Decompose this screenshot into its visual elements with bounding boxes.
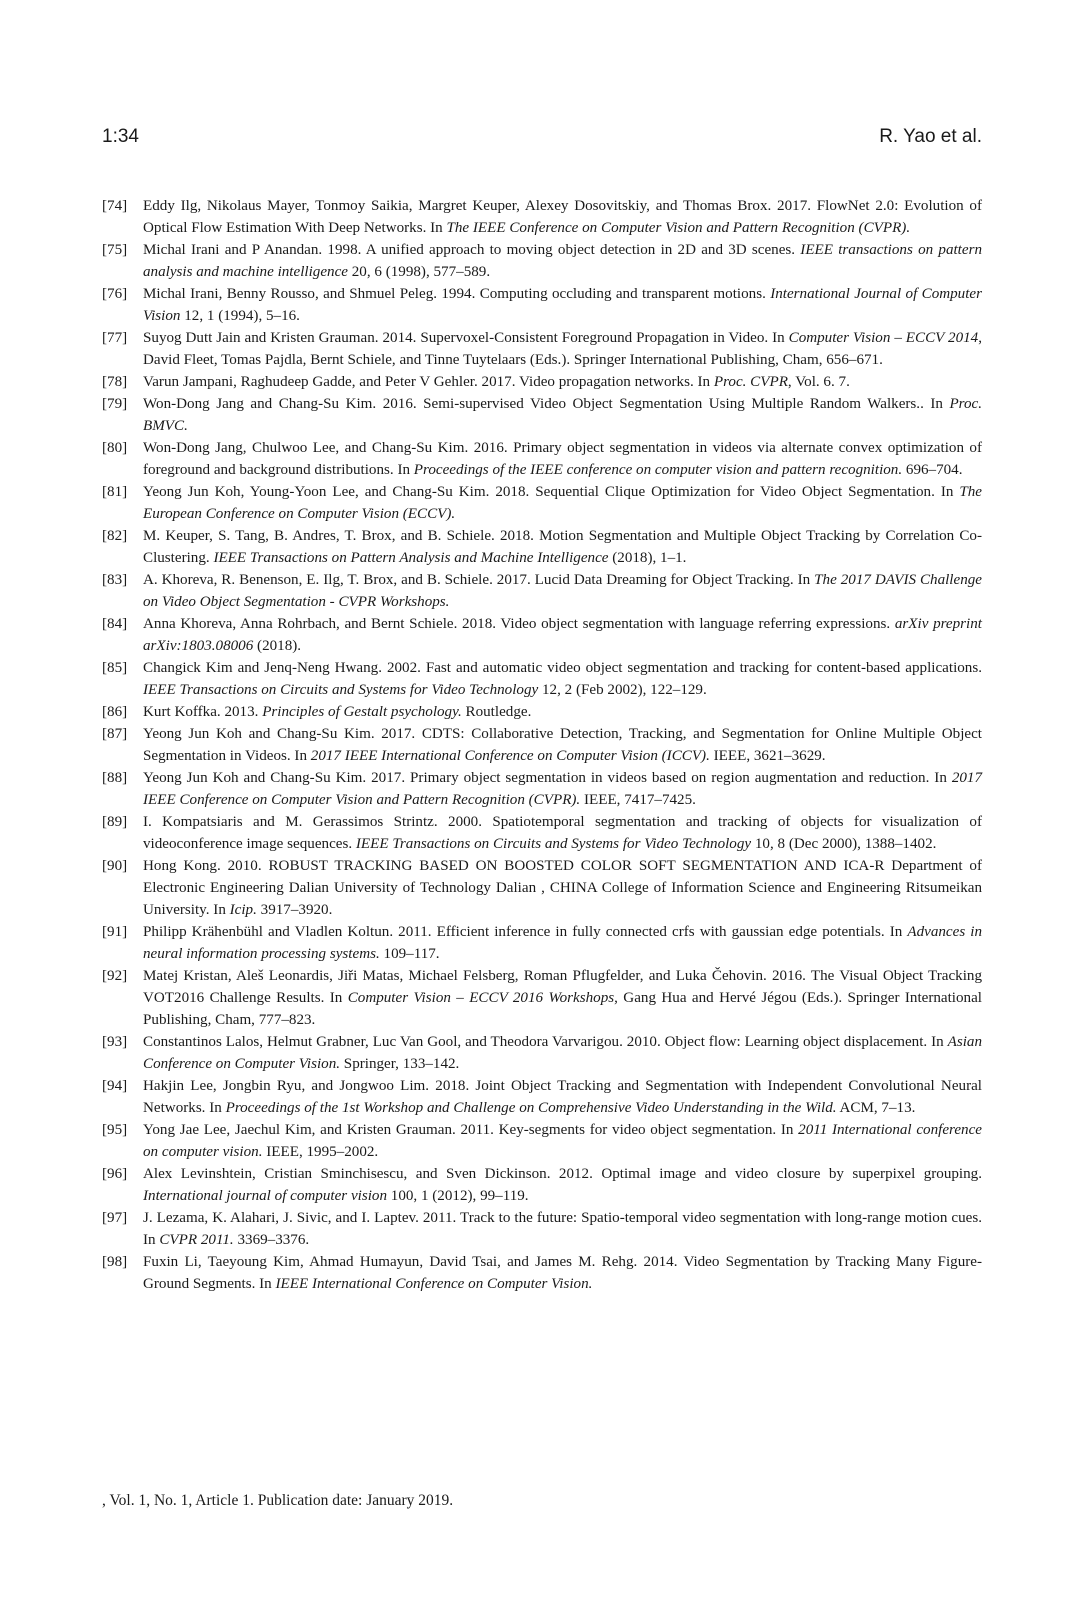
reference-text: Hong Kong. 2010. ROBUST TRACKING BASED ON BOOSTED COLOR SOFT SEGMENTATION AND ICA-R Department of Electronic Engineering Dalian University of Technology Dalian , CHINA College of Information Science and Engineering Ritsumeikan University. In (143, 858, 982, 918)
reference-venue: arXiv preprint arXiv:1803.08006 (143, 616, 982, 654)
reference-entry (102, 393, 982, 437)
reference-text: IEEE, 3621–3629. (709, 748, 826, 764)
reference-text: (2018), 1–1. (608, 550, 687, 566)
reference-text: Philipp Krähenbühl and Vladlen Koltun. 2011. Efficient inference in fully connected crfs with gaussian edge potentials. In (143, 924, 908, 940)
reference-text: 10, 8 (Dec 2000), 1388–1402. (751, 836, 937, 852)
reference-venue: 2017 IEEE Conference on Computer Vision and Pattern Recognition (CVPR). (143, 770, 982, 808)
reference-venue: Computer Vision – ECCV 2014 (788, 330, 979, 346)
reference-text: Routledge. (461, 704, 532, 720)
reference-text: (2018). (253, 638, 302, 654)
running-authors: R. Yao et al. (879, 126, 982, 147)
reference-entry (102, 195, 982, 239)
reference-text: Yeong Jun Koh and Chang-Su Kim. 2017. CDTS: Collaborative Detection, Tracking, and Segmentation for Online Multiple Object Segmentation in Videos. In (143, 726, 982, 764)
reference-text: Won-Dong Jang, Chulwoo Lee, and Chang-Su Kim. 2016. Primary object segmentation in videos via alternate convex optimization of foreground and background distributions. In (143, 440, 982, 478)
reference-text: Michal Irani, Benny Rousso, and Shmuel Peleg. 1994. Computing occluding and transparent motions. (143, 286, 771, 302)
reference-text: Changick Kim and Jenq-Neng Hwang. 2002. Fast and automatic video object segmentation and tracking for content-based applications. (143, 660, 982, 676)
reference-number: [75] (102, 242, 128, 258)
reference-entry (102, 1163, 982, 1207)
reference-number: [82] (102, 528, 128, 544)
reference-text: ACM, 7–13. (836, 1100, 916, 1116)
reference-number: [97] (102, 1210, 128, 1226)
reference-entry (102, 569, 982, 613)
reference-text: 100, 1 (2012), 99–119. (387, 1188, 529, 1204)
reference-text: IEEE, 7417–7425. (580, 792, 696, 808)
reference-text: , Gang Hua and Hervé Jégou (Eds.). Springer International Publishing, Cham, 777–823. (143, 990, 982, 1028)
reference-venue: CVPR 2011. (159, 1232, 234, 1248)
reference-venue: The European Conference on Computer Vision (ECCV). (143, 484, 982, 522)
reference-number: [92] (102, 968, 128, 984)
reference-venue: IEEE Transactions on Circuits and Systems for Video Technology (355, 836, 752, 852)
reference-text: 3369–3376. (233, 1232, 310, 1248)
reference-venue: Computer Vision – ECCV 2016 Workshops (347, 990, 615, 1006)
reference-venue: Proc. CVPR (713, 374, 788, 390)
reference-number: [91] (102, 924, 128, 940)
reference-venue: 2011 International conference on computer vision. (143, 1122, 982, 1160)
reference-text: Yeong Jun Koh, Young-Yoon Lee, and Chang-Su Kim. 2018. Sequential Clique Optimization for Video Object Segmentation. In (143, 484, 960, 500)
reference-venue: 2017 IEEE International Conference on Computer Vision (ICCV). (310, 748, 710, 764)
reference-venue: The 2017 DAVIS Challenge on Video Object Segmentation - CVPR Workshops. (143, 572, 982, 610)
reference-entry (102, 239, 982, 283)
reference-number: [84] (102, 616, 128, 632)
reference-number: [80] (102, 440, 128, 456)
reference-venue: Icip. (229, 902, 257, 918)
running-header (102, 126, 982, 160)
reference-text: Won-Dong Jang and Chang-Su Kim. 2016. Semi-supervised Video Object Segmentation Using Multiple Random Walkers.. In (143, 396, 950, 412)
reference-entry (102, 613, 982, 657)
reference-text: Hakjin Lee, Jongbin Ryu, and Jongwoo Lim. 2018. Joint Object Tracking and Segmentation with Independent Convolutional Neural Networks. In (143, 1078, 982, 1116)
reference-number: [76] (102, 286, 128, 302)
reference-text: Constantinos Lalos, Helmut Grabner, Luc Van Gool, and Theodora Varvarigou. 2010. Object flow: Learning object displacement. In (143, 1034, 948, 1050)
reference-entry (102, 701, 982, 723)
reference-venue: International journal of computer vision (143, 1188, 387, 1204)
reference-text: 696–704. (902, 462, 963, 478)
reference-text: , Vol. 6. 7. (787, 374, 850, 390)
reference-entry (102, 481, 982, 525)
reference-number: [77] (102, 330, 128, 346)
reference-entry (102, 437, 982, 481)
reference-number: [98] (102, 1254, 128, 1270)
reference-text: 12, 2 (Feb 2002), 122–129. (538, 682, 707, 698)
reference-text: Matej Kristan, Aleš Leonardis, Jiři Matas, Michael Felsberg, Roman Pflugfelder, and Luka Čehovin. 2016. The Visual Object Tracking VOT2016 Challenge Results. In (143, 968, 982, 1006)
reference-venue: Principles of Gestalt psychology. (262, 704, 462, 720)
reference-venue: IEEE transactions on pattern analysis and machine intelligence (143, 242, 982, 280)
reference-entry (102, 723, 982, 767)
reference-number: [93] (102, 1034, 128, 1050)
reference-text: Anna Khoreva, Anna Rohrbach, and Bernt Schiele. 2018. Video object segmentation with language referring expressions. (143, 616, 895, 632)
reference-venue: International Journal of Computer Vision (143, 286, 982, 324)
reference-text: A. Khoreva, R. Benenson, E. Ilg, T. Brox, and B. Schiele. 2017. Lucid Data Dreaming for Object Tracking. In (143, 572, 815, 588)
reference-entry (102, 811, 982, 855)
reference-text: Suyog Dutt Jain and Kristen Grauman. 2014. Supervoxel-Consistent Foreground Propagation in Video. In (143, 330, 789, 346)
reference-venue: The IEEE Conference on Computer Vision and Pattern Recognition (CVPR). (446, 220, 911, 236)
reference-number: [86] (102, 704, 128, 720)
reference-list (102, 195, 982, 1295)
reference-text: Springer, 133–142. (340, 1056, 460, 1072)
reference-venue: Asian Conference on Computer Vision. (143, 1034, 982, 1072)
reference-entry (102, 965, 982, 1031)
reference-number: [87] (102, 726, 128, 742)
reference-text: M. Keuper, S. Tang, B. Andres, T. Brox, and B. Schiele. 2018. Motion Segmentation and Multiple Object Tracking by Correlation Co-Clustering. (143, 528, 982, 566)
reference-entry (102, 1075, 982, 1119)
reference-number: [85] (102, 660, 128, 676)
reference-number: [94] (102, 1078, 128, 1094)
reference-text: 12, 1 (1994), 5–16. (180, 308, 300, 324)
reference-text: Yong Jae Lee, Jaechul Kim, and Kristen Grauman. 2011. Key-segments for video object segmentation. In (143, 1122, 799, 1138)
reference-number: [81] (102, 484, 128, 500)
reference-venue: Proc. BMVC. (143, 396, 982, 434)
reference-text: Fuxin Li, Taeyoung Kim, Ahmad Humayun, David Tsai, and James M. Rehg. 2014. Video Segmentation by Tracking Many Figure-Ground Segments. In (143, 1254, 982, 1292)
reference-entry (102, 371, 982, 393)
reference-text: IEEE, 1995–2002. (262, 1144, 379, 1160)
reference-entry (102, 525, 982, 569)
reference-text: Michal Irani and P Anandan. 1998. A unified approach to moving object detection in 2D and 3D scenes. (143, 242, 801, 258)
reference-entry (102, 1207, 982, 1251)
reference-entry (102, 767, 982, 811)
reference-text: Eddy Ilg, Nikolaus Mayer, Tonmoy Saikia, Margret Keuper, Alexey Dosovitskiy, and Thomas Brox. 2017. FlowNet 2.0: Evolution of Optical Flow Estimation With Deep Networks. In (143, 198, 982, 236)
reference-entry (102, 327, 982, 371)
reference-text: 20, 6 (1998), 577–589. (347, 264, 491, 280)
reference-text: Yeong Jun Koh and Chang-Su Kim. 2017. Primary object segmentation in videos based on region augmentation and reduction. In (143, 770, 952, 786)
page-number: 1:34 (102, 126, 139, 147)
reference-text: I. Kompatsiaris and M. Gerassimos Strintz. 2000. Spatiotemporal segmentation and tracking of objects for visualization of videoconference image sequences. (143, 814, 982, 852)
publication-footer: , Vol. 1, No. 1, Article 1. Publication date: January 2019. (102, 1492, 454, 1509)
reference-number: [78] (102, 374, 128, 390)
reference-venue: IEEE Transactions on Pattern Analysis and Machine Intelligence (213, 550, 609, 566)
reference-venue: Proceedings of the 1st Workshop and Challenge on Comprehensive Video Understanding in the Wild. (225, 1100, 837, 1116)
reference-number: [74] (102, 198, 128, 214)
reference-entry (102, 657, 982, 701)
reference-text: Kurt Koffka. 2013. (143, 704, 263, 720)
reference-number: [95] (102, 1122, 128, 1138)
reference-entry (102, 1119, 982, 1163)
reference-venue: IEEE Transactions on Circuits and Systems for Video Technology (143, 682, 539, 698)
reference-number: [96] (102, 1166, 128, 1182)
reference-text: Varun Jampani, Raghudeep Gadde, and Peter V Gehler. 2017. Video propagation networks. In (143, 374, 714, 390)
reference-entry (102, 1031, 982, 1075)
reference-text: 3917–3920. (256, 902, 333, 918)
reference-text: , David Fleet, Tomas Pajdla, Bernt Schiele, and Tinne Tuytelaars (Eds.). Springer International Publishing, Cham, 656–671. (143, 330, 982, 368)
reference-entry (102, 855, 982, 921)
reference-entry (102, 283, 982, 327)
reference-venue: IEEE International Conference on Computer Vision. (275, 1276, 593, 1292)
reference-venue: Advances in neural information processing systems. (143, 924, 982, 962)
reference-text: 109–117. (379, 946, 440, 962)
reference-entry (102, 921, 982, 965)
reference-venue: Proceedings of the IEEE conference on computer vision and pattern recognition. (413, 462, 903, 478)
reference-number: [79] (102, 396, 128, 412)
reference-number: [90] (102, 858, 128, 874)
reference-number: [88] (102, 770, 128, 786)
reference-entry (102, 1251, 982, 1295)
reference-number: [83] (102, 572, 128, 588)
reference-text: Alex Levinshtein, Cristian Sminchisescu, and Sven Dickinson. 2012. Optimal image and video closure by superpixel grouping. (143, 1166, 982, 1182)
reference-text: J. Lezama, K. Alahari, J. Sivic, and I. Laptev. 2011. Track to the future: Spatio-temporal video segmentation with long-range motion cues. In (143, 1210, 982, 1248)
reference-number: [89] (102, 814, 128, 830)
